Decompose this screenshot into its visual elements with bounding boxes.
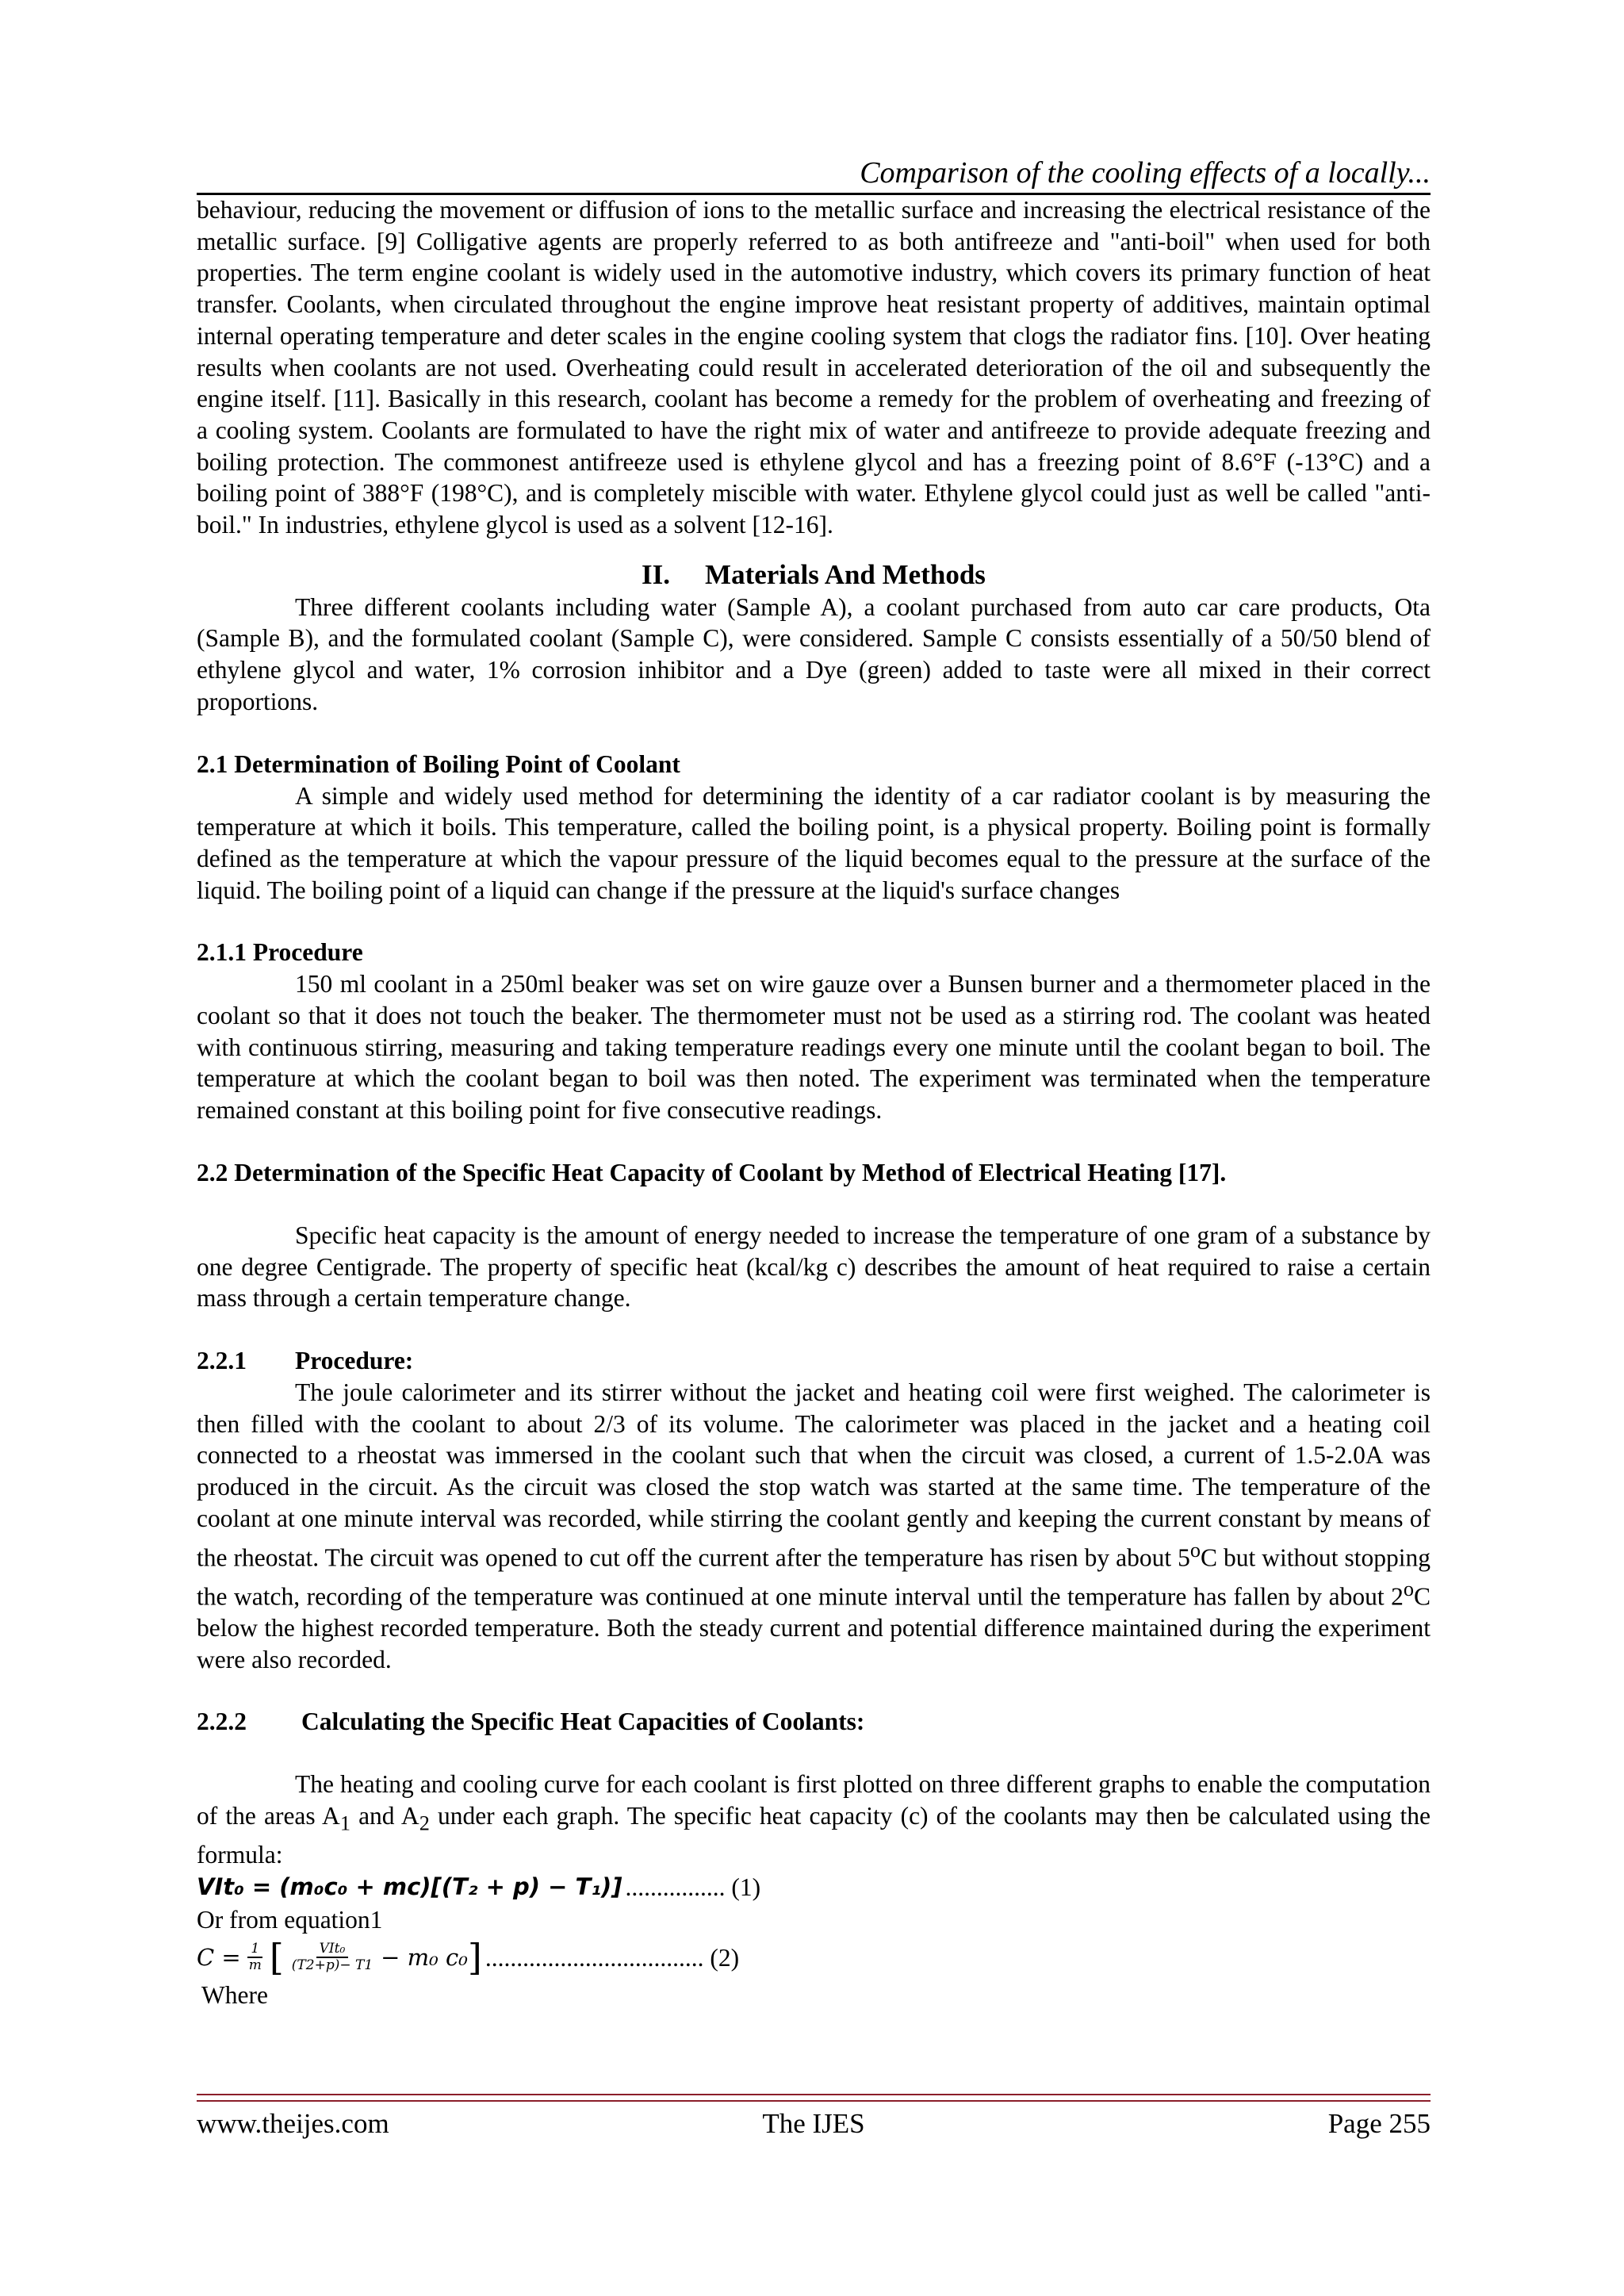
- equation-1-label: ................ (1): [625, 1872, 761, 1901]
- subsection-heading-2-2-1: [197, 1345, 1431, 1377]
- footer-rule: [197, 2094, 1431, 2102]
- footer-page-number: Page 255: [1327, 2108, 1431, 2139]
- equation-2: [197, 1935, 1431, 1980]
- subsection-heading-2-2-2: [197, 1706, 1431, 1738]
- running-header: Comparison of the cooling effects of a locally...: [860, 156, 1431, 190]
- or-from-equation: Or from equation1: [197, 1905, 383, 1934]
- footer-website-link[interactable]: www.theijes.com: [197, 2108, 389, 2139]
- intro-paragraph: behaviour, reducing the movement or diffusion of ions to the metallic surface and increasing the electrical resistance of the metallic surface. [9] Colligative agents are properly referred to as both antifreeze and "anti-boil" when used for both properties. The term engine coolant is widely used in the automotive industry, which covers its primary function of heat transfer. Coolants, when circulated throughout the engine improve heat resistant property of additives, maintain optimal internal operating temperature and deter scales in the engine cooling system that clogs the radiator fins. [10]. Over heating results when coolants are not used. Overheating could result in accelerated deterioration of the oil and subsequently the engine itself. [11]. Basically in this research, coolant has become a remedy for the problem of overheating and freezing of a cooling system. Coolants are formulated to have the right mix of water and antifreeze to provide adequate freezing and boiling protection. The commonest antifreeze used is ethylene glycol and has a freezing point of 8.6°F (-13°C) and a boiling point of 388°F (198°C), and is completely miscible with water. Ethylene glycol could just as well be called "anti-boil." In industries, ethylene glycol is used as a solvent [12-16].: [197, 196, 1431, 539]
- where-label: Where: [201, 1981, 268, 2010]
- subsection-title: Procedure:: [295, 1346, 414, 1374]
- specific-heat-paragraph: Specific heat capacity is the amount of energy needed to increase the temperature of one gram of a substance by one degree Centigrade. The property of specific heat (kcal/kg c) describes the amount of heat required to raise a certain mass through a certain temperature change.: [197, 1221, 1431, 1313]
- equation-2-label: ................................... (2): [485, 1943, 740, 1972]
- equation-1: [197, 1871, 1431, 1904]
- equation-1-formula: VIt₀ = (m₀c₀ + mc)[(T₂ + p) − T₁)]: [197, 1872, 622, 1900]
- section-number: II.: [642, 558, 671, 590]
- equation-2-formula: C = $\frac{1}{m}$ [ $\frac{\text{VIt₀}}{(T2+p)- T1}$ − m₀ c₀ ]: [197, 1936, 482, 1980]
- subsection-number: 2.2.1: [197, 1346, 247, 1374]
- boiling-point-paragraph: A simple and widely used method for determining the identity of a car radiator coolant is by measuring the temperature at which it boils. This temperature, called the boiling point, is a physical property. Boiling point is formally defined as the temperature at which the vapour pressure of the liquid becomes equal to the pressure at the surface of the liquid. The boiling point of a liquid can change if the pressure at the liquid's surface changes: [197, 781, 1431, 904]
- materials-paragraph: Three different coolants including water (Sample A), a coolant purchased from auto car care products, Ota (Sample B), and the formulated coolant (Sample C), were considered. Sample C consists essentially of a 50/50 blend of ethylene glycol and water, 1% corrosion inhibitor and a Dye (green) added to taste were all mixed in their correct proportions.: [197, 592, 1431, 715]
- footer-journal: The IJES: [762, 2108, 865, 2139]
- subsection-title: Calculating the Specific Heat Capacities of Coolants:: [301, 1708, 865, 1736]
- article-body: [197, 194, 1431, 2011]
- subsection-heading-2-1-1: 2.1.1 Procedure: [197, 938, 363, 967]
- section-title: Materials And Methods: [705, 558, 986, 590]
- section-heading: [197, 558, 1431, 592]
- subsection-heading-2-2: 2.2 Determination of the Specific Heat Capacity of Coolant by Method of Electrical Heating [17].: [197, 1158, 1227, 1186]
- subsection-number: 2.2.2: [197, 1708, 247, 1736]
- heating-curve-paragraph: The heating and cooling curve for each coolant is first plotted on three different graphs to enable the computation of the areas $A_1$ and $A_2$ under each graph. The specific heat capacity (c) of the coolants may then be calculated using the formula:: [197, 1770, 1431, 1869]
- procedure-paragraph: 150 ml coolant in a 250ml beaker was set on wire gauze over a Bunsen burner and a thermometer placed in the coolant so that it does not touch the beaker. The thermometer must not be used as a stirring rod. The coolant was heated with continuous stirring, measuring and taking temperature readings every one minute until the coolant began to boil. The temperature at which the coolant began to boil was then noted. The experiment was terminated when the temperature remained constant at this boiling point for five consecutive readings.: [197, 970, 1431, 1125]
- calorimeter-procedure-paragraph: The joule calorimeter and its stirrer without the jacket and heating coil were first weighed. The calorimeter is then filled with the coolant to about 2/3 of its volume. The calorimeter was placed in the jacket and a heating coil connected to a rheostat was immersed in the coolant such that when the circuit was closed, a current of 1.5-2.0A was produced in the circuit. As the circuit was closed the stop watch was started at the same time. The temperature of the coolant at one minute interval was recorded, while stirring the coolant gently and keeping the current constant by means of the rheostat. The circuit was opened to cut off the current after the temperature has risen by about 5$^o$C but without stopping the watch, recording of the temperature was continued at one minute interval until the temperature has fallen by about 2$^o$C below the highest recorded temperature. Both the steady current and potential difference maintained during the experiment were also recorded.: [197, 1378, 1431, 1673]
- subsection-heading-2-1: 2.1 Determination of Boiling Point of Coolant: [197, 749, 680, 778]
